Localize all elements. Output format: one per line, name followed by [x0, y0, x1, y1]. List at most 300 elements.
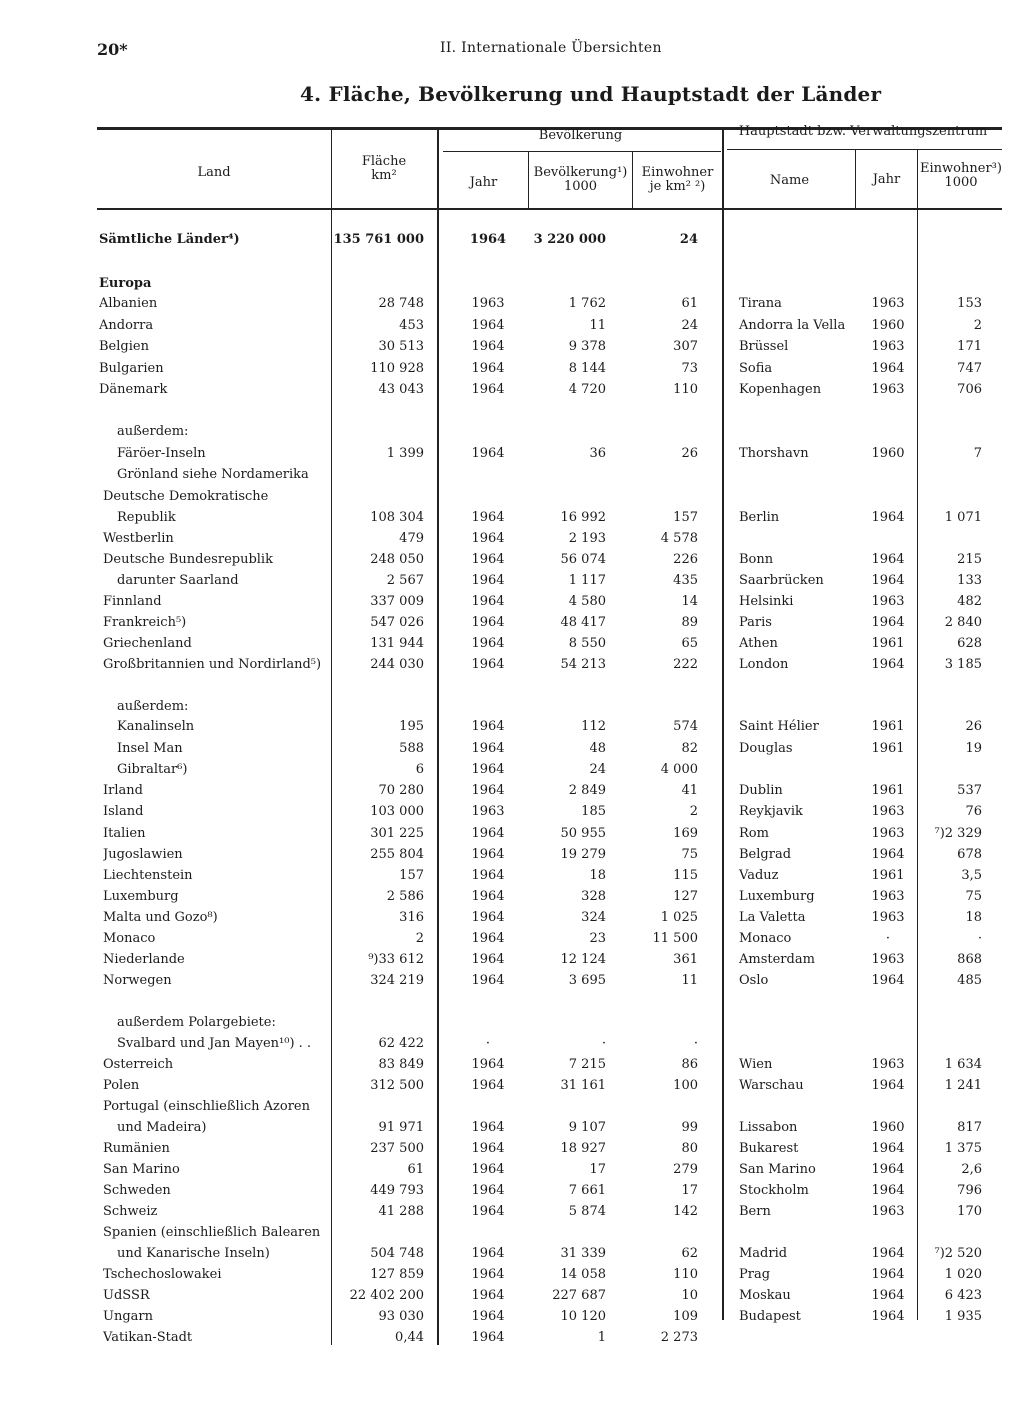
hauptstadt-jahr-cell: 1963: [871, 804, 905, 819]
bevoelkerung-cell: 16 992: [560, 510, 606, 525]
table-row: [0, 1309, 1024, 1329]
einwohner-km2-cell: 99: [681, 1120, 698, 1135]
hauptstadt-einwohner-cell: 76: [965, 804, 982, 819]
hauptstadt-einwohner-cell: 1 071: [944, 510, 982, 525]
einwohner-km2-cell: 115: [673, 868, 698, 883]
hauptstadt-jahr-cell: 1964: [871, 552, 905, 567]
flaeche-cell: 30 513: [378, 339, 424, 354]
einwohner-km2-cell: 110: [673, 382, 698, 397]
table-row: [0, 1141, 1024, 1161]
table-row: [0, 1078, 1024, 1098]
table-row: [0, 489, 1024, 509]
land-cell: [117, 1246, 329, 1261]
bevoelkerung-cell: 50 955: [560, 826, 606, 841]
jahr-cell: 1964: [471, 1120, 505, 1135]
land-cell: [99, 339, 329, 354]
land-cell: [103, 847, 329, 862]
flaeche-cell: 2 586: [386, 889, 424, 904]
hauptstadt-name-cell: Vaduz: [739, 868, 779, 883]
hauptstadt-name-cell: Bukarest: [739, 1141, 799, 1156]
hauptstadt-jahr-cell: 1964: [871, 1078, 905, 1093]
table-row: [0, 446, 1024, 466]
land-cell: [117, 741, 329, 756]
flaeche-cell: ⁹)33 612: [368, 952, 424, 967]
header-jahr: Jahr: [469, 175, 498, 190]
einwohner-km2-cell: 222: [673, 657, 698, 672]
table-row: [0, 510, 1024, 530]
land-cell: [103, 1204, 329, 1219]
table-row: [0, 636, 1024, 656]
einwohner-km2-cell: 73: [681, 361, 698, 376]
table-row: [0, 741, 1024, 761]
hauptstadt-einwohner-cell: ⁷)2 520: [934, 1246, 982, 1261]
bevoelkerung-cell: 17: [589, 1162, 606, 1177]
header-bevoelkerung-line2: 1000: [563, 179, 598, 194]
hauptstadt-jahr-cell: 1963: [871, 826, 905, 841]
table-row: [0, 531, 1024, 551]
hauptstadt-einwohner-cell: 747: [957, 361, 982, 376]
hauptstadt-jahr-cell: 1964: [871, 615, 905, 630]
land-label: Bulgarien: [99, 361, 167, 376]
table-row: [0, 232, 1024, 252]
hauptstadt-name-cell: Budapest: [739, 1309, 801, 1324]
einwohner-km2-cell: 574: [673, 719, 698, 734]
land-label: Monaco: [103, 931, 158, 946]
header-hauptstadt-einwohner: [918, 162, 1004, 190]
jahr-cell: 1964: [471, 783, 505, 798]
hauptstadt-einwohner-cell: 628: [957, 636, 982, 651]
hauptstadt-name-cell: Saint Hélier: [739, 719, 819, 734]
land-cell: [103, 931, 329, 946]
hauptstadt-einwohner-cell: 1 020: [944, 1267, 982, 1282]
einwohner-km2-cell: 4 000: [660, 762, 698, 777]
einwohner-km2-cell: 62: [681, 1246, 698, 1261]
land-cell: [103, 1141, 329, 1156]
bevoelkerung-cell: 4 580: [568, 594, 606, 609]
einwohner-km2-cell: 24: [679, 232, 698, 247]
jahr-cell: 1964: [471, 552, 505, 567]
einwohner-km2-cell: 279: [673, 1162, 698, 1177]
jahr-cell: 1964: [471, 868, 505, 883]
flaeche-cell: 110 928: [370, 361, 424, 376]
bevoelkerung-cell: 3 695: [568, 973, 606, 988]
hauptstadt-name-cell: Kopenhagen: [739, 382, 822, 397]
flaeche-cell: 157: [399, 868, 424, 883]
land-cell: [103, 826, 329, 841]
hauptstadt-name-cell: Moskau: [739, 1288, 791, 1303]
table-row: [0, 868, 1024, 888]
table-row: [0, 1057, 1024, 1077]
land-cell: [117, 762, 329, 777]
land-label: Liechtenstein: [103, 868, 196, 883]
jahr-cell: 1964: [471, 510, 505, 525]
hauptstadt-name-cell: Wien: [739, 1057, 773, 1072]
land-cell: [103, 594, 329, 609]
land-cell: [103, 1267, 329, 1282]
hauptstadt-jahr-cell: 1964: [871, 1246, 905, 1261]
land-cell: [117, 573, 329, 588]
land-label: Grönland siehe Nordamerika: [117, 467, 312, 482]
land-cell: [103, 615, 329, 630]
einwohner-km2-cell: 11 500: [652, 931, 698, 946]
einwohner-km2-cell: 361: [673, 952, 698, 967]
einwohner-km2-cell: 86: [681, 1057, 698, 1072]
jahr-cell: 1964: [471, 847, 505, 862]
hauptstadt-einwohner-cell: 1 241: [944, 1078, 982, 1093]
hauptstadt-jahr-cell: 1964: [871, 573, 905, 588]
hauptstadt-jahr-cell: ·: [885, 931, 891, 946]
einwohner-km2-cell: 26: [681, 446, 698, 461]
land-cell: [103, 804, 329, 819]
hauptstadt-einwohner-cell: 171: [957, 339, 982, 354]
land-cell: [103, 889, 329, 904]
flaeche-cell: 103 000: [370, 804, 424, 819]
table-row: [0, 318, 1024, 338]
flaeche-cell: 41 288: [378, 1204, 424, 1219]
hauptstadt-einwohner-cell: 1 935: [944, 1309, 982, 1324]
einwohner-km2-cell: 89: [681, 615, 698, 630]
hauptstadt-name-cell: Andorra la Vella: [739, 318, 846, 333]
table-row: [0, 467, 1024, 487]
jahr-cell: 1964: [471, 1309, 505, 1324]
land-label: Finnland: [103, 594, 165, 609]
hauptstadt-jahr-cell: 1964: [871, 1288, 905, 1303]
hauptstadt-einwohner-cell: 1 634: [944, 1057, 982, 1072]
bevoelkerung-cell: 19 279: [560, 847, 606, 862]
einwohner-km2-cell: 157: [673, 510, 698, 525]
hauptstadt-name-cell: Rom: [739, 826, 769, 841]
jahr-cell: 1964: [471, 889, 505, 904]
land-label: UdSSR: [103, 1288, 153, 1303]
flaeche-cell: 43 043: [378, 382, 424, 397]
hauptstadt-name-cell: Reykjavik: [739, 804, 803, 819]
land-label: Portugal (einschließlich Azoren: [103, 1099, 313, 1114]
jahr-cell: 1964: [471, 1330, 505, 1345]
einwohner-km2-cell: 61: [681, 296, 698, 311]
bevoelkerung-cell: 2 193: [568, 531, 606, 546]
table-row: [0, 889, 1024, 909]
land-label: und Madeira): [117, 1120, 209, 1135]
flaeche-cell: 70 280: [378, 783, 424, 798]
land-cell: [103, 1309, 329, 1324]
hauptstadt-name-cell: Saarbrücken: [739, 573, 824, 588]
land-cell: [99, 361, 329, 376]
jahr-cell: 1964: [471, 531, 505, 546]
hauptstadt-jahr-cell: 1964: [871, 1141, 905, 1156]
land-label: Andorra: [99, 318, 156, 333]
land-cell: [103, 636, 329, 651]
land-label: Sämtliche Länder⁴): [99, 232, 243, 247]
jahr-cell: 1964: [471, 1183, 505, 1198]
section-heading: II. Internationale Übersichten: [440, 40, 662, 56]
land-cell: [117, 510, 329, 525]
einwohner-km2-cell: 169: [673, 826, 698, 841]
flaeche-cell: 479: [399, 531, 424, 546]
page-number: 20*: [97, 40, 128, 59]
flaeche-cell: 127 859: [370, 1267, 424, 1282]
einwohner-km2-cell: 2 273: [660, 1330, 698, 1345]
jahr-cell: 1964: [471, 1288, 505, 1303]
flaeche-cell: 301 225: [370, 826, 424, 841]
bevoelkerung-cell: 48: [589, 741, 606, 756]
table-row: [0, 952, 1024, 972]
land-label: Svalbard und Jan Mayen¹⁰) . .: [117, 1036, 314, 1051]
bevoelkerung-cell: 1: [597, 1330, 606, 1345]
hauptstadt-name-cell: San Marino: [739, 1162, 816, 1177]
land-label: Deutsche Demokratische: [103, 489, 271, 504]
einwohner-km2-cell: 226: [673, 552, 698, 567]
hauptstadt-jahr-cell: 1964: [871, 657, 905, 672]
land-label: Großbritannien und Nordirland⁵): [103, 657, 324, 672]
land-cell: [103, 910, 329, 925]
land-label: Tschechoslowakei: [103, 1267, 225, 1282]
bevoelkerung-cell: 36: [589, 446, 606, 461]
land-label: Polen: [103, 1078, 142, 1093]
table-row: [0, 1099, 1024, 1119]
table-row: [0, 296, 1024, 316]
table-row: [0, 1225, 1024, 1245]
land-cell: [117, 424, 329, 439]
table-row: [0, 847, 1024, 867]
header-hauptstadt-jahr: Jahr: [872, 172, 901, 187]
jahr-cell: 1964: [471, 657, 505, 672]
einwohner-km2-cell: 2: [689, 804, 698, 819]
flaeche-cell: 83 849: [378, 1057, 424, 1072]
flaeche-cell: 504 748: [370, 1246, 424, 1261]
bevoelkerung-cell: 324: [581, 910, 606, 925]
land-cell: [103, 952, 329, 967]
table-row: [0, 973, 1024, 993]
hauptstadt-jahr-cell: 1963: [871, 382, 905, 397]
land-cell: [103, 1183, 329, 1198]
land-label: außerdem:: [117, 699, 191, 714]
bevoelkerung-cell: 1 762: [568, 296, 606, 311]
land-label: Malta und Gozo⁸): [103, 910, 221, 925]
table-row: [0, 826, 1024, 846]
flaeche-cell: 62 422: [378, 1036, 424, 1051]
hauptstadt-name-cell: Oslo: [739, 973, 769, 988]
land-cell: [99, 296, 329, 311]
bevoelkerung-cell: 11: [589, 318, 606, 333]
jahr-cell: 1964: [471, 361, 505, 376]
hauptstadt-name-cell: Prag: [739, 1267, 771, 1282]
bevoelkerung-cell: 112: [581, 719, 606, 734]
einwohner-km2-cell: 17: [681, 1183, 698, 1198]
land-cell: [117, 699, 329, 714]
table-row: [0, 615, 1024, 635]
einwohner-km2-cell: 307: [673, 339, 698, 354]
hauptstadt-einwohner-cell: 170: [957, 1204, 982, 1219]
land-cell: [103, 868, 329, 883]
hauptstadt-jahr-cell: 1964: [871, 510, 905, 525]
table-row: [0, 657, 1024, 677]
bevoelkerung-cell: 7 215: [568, 1057, 606, 1072]
table-row: [0, 804, 1024, 824]
hauptstadt-name-cell: Dublin: [739, 783, 783, 798]
hauptstadt-name-cell: Bern: [739, 1204, 771, 1219]
hauptstadt-einwohner-cell: 868: [957, 952, 982, 967]
bevoelkerung-cell: 185: [581, 804, 606, 819]
bevoelkerung-cell: 23: [589, 931, 606, 946]
bevoelkerung-group-rule: [443, 151, 721, 152]
hauptstadt-jahr-cell: 1963: [871, 1204, 905, 1219]
land-cell: [103, 1162, 329, 1177]
header-einwohner-km2: [633, 166, 722, 194]
land-label: Jugoslawien: [103, 847, 186, 862]
jahr-cell: 1964: [471, 382, 505, 397]
flaeche-cell: 255 804: [370, 847, 424, 862]
land-label: Spanien (einschließlich Balearen: [103, 1225, 323, 1240]
jahr-cell: 1964: [471, 446, 505, 461]
land-label: Österreich: [103, 1057, 176, 1072]
einwohner-km2-cell: 10: [681, 1288, 698, 1303]
table-row: [0, 1267, 1024, 1287]
land-label: Ungarn: [103, 1309, 156, 1324]
land-cell: [117, 446, 329, 461]
hauptstadt-name-cell: Bonn: [739, 552, 774, 567]
bevoelkerung-cell: 5 874: [568, 1204, 606, 1219]
hauptstadt-name-cell: Helsinki: [739, 594, 794, 609]
land-label: Albanien: [99, 296, 160, 311]
hauptstadt-einwohner-cell: 2,6: [961, 1162, 982, 1177]
header-flaeche-line1: Fläche: [361, 154, 407, 169]
jahr-cell: 1964: [471, 719, 505, 734]
table-row: [0, 1162, 1024, 1182]
hauptstadt-einwohner-cell: 485: [957, 973, 982, 988]
table-row: [0, 1015, 1024, 1035]
bevoelkerung-cell: 7 661: [568, 1183, 606, 1198]
land-label: außerdem Polargebiete:: [117, 1015, 279, 1030]
bevoelkerung-cell: 10 120: [560, 1309, 606, 1324]
jahr-cell: 1964: [471, 973, 505, 988]
bevoelkerung-cell: 18: [589, 868, 606, 883]
land-label: Griechenland: [103, 636, 195, 651]
hauptstadt-name-cell: Luxemburg: [739, 889, 815, 904]
land-cell: [103, 1057, 329, 1072]
hauptstadt-name-cell: Athen: [739, 636, 778, 651]
hauptstadt-name-cell: Warschau: [739, 1078, 804, 1093]
einwohner-km2-cell: 82: [681, 741, 698, 756]
flaeche-cell: 108 304: [370, 510, 424, 525]
table-row: [0, 931, 1024, 951]
land-label: Frankreich⁵): [103, 615, 189, 630]
land-label: Luxemburg: [103, 889, 182, 904]
hauptstadt-einwohner-cell: 19: [965, 741, 982, 756]
hauptstadt-einwohner-cell: 796: [957, 1183, 982, 1198]
einwohner-km2-cell: 110: [673, 1267, 698, 1282]
hauptstadt-group-rule: [727, 149, 1002, 150]
table-row: [0, 594, 1024, 614]
flaeche-cell: 6: [415, 762, 424, 777]
einwohner-km2-cell: 65: [681, 636, 698, 651]
hauptstadt-jahr-cell: 1963: [871, 594, 905, 609]
hauptstadt-jahr-cell: 1964: [871, 361, 905, 376]
einwohner-km2-cell: 11: [681, 973, 698, 988]
bevoelkerung-cell: 9 107: [568, 1120, 606, 1135]
jahr-cell: 1964: [471, 762, 505, 777]
flaeche-cell: 135 761 000: [333, 232, 424, 247]
land-cell: [99, 276, 329, 291]
land-label: San Marino: [103, 1162, 183, 1177]
hauptstadt-name-cell: Madrid: [739, 1246, 788, 1261]
table-row: [0, 910, 1024, 930]
land-label: Republik: [117, 510, 179, 525]
jahr-cell: 1964: [471, 615, 505, 630]
header-land: Land: [197, 165, 231, 180]
hauptstadt-einwohner-cell: ⁷)2 329: [934, 826, 982, 841]
flaeche-cell: 312 500: [370, 1078, 424, 1093]
hauptstadt-jahr-cell: 1964: [871, 973, 905, 988]
flaeche-cell: 93 030: [378, 1309, 424, 1324]
bevoelkerung-cell: 14 058: [560, 1267, 606, 1282]
bevoelkerung-cell: 8 144: [568, 361, 606, 376]
land-label: Belgien: [99, 339, 152, 354]
hauptstadt-jahr-cell: 1963: [871, 910, 905, 925]
flaeche-cell: 588: [399, 741, 424, 756]
header-bevoelkerung-group: Bevölkerung: [538, 128, 623, 143]
land-label: Schweiz: [103, 1204, 160, 1219]
table-row: [0, 361, 1024, 381]
table-row: [0, 1036, 1024, 1056]
jahr-cell: 1964: [471, 318, 505, 333]
land-label: Vatikan-Stadt: [103, 1330, 195, 1345]
land-label: Kanalinseln: [117, 719, 197, 734]
hauptstadt-jahr-cell: 1964: [871, 1162, 905, 1177]
table-row: [0, 382, 1024, 402]
land-label: Insel Man: [117, 741, 186, 756]
hauptstadt-einwohner-cell: 537: [957, 783, 982, 798]
bevoelkerung-cell: 24: [589, 762, 606, 777]
bevoelkerung-cell: ·: [601, 1036, 606, 1051]
einwohner-km2-cell: 100: [673, 1078, 698, 1093]
bevoelkerung-cell: 9 378: [568, 339, 606, 354]
land-cell: [103, 657, 329, 672]
land-cell: [103, 1330, 329, 1345]
bevoelkerung-cell: 31 339: [560, 1246, 606, 1261]
hauptstadt-name-cell: Monaco: [739, 931, 792, 946]
flaeche-cell: 449 793: [370, 1183, 424, 1198]
land-label: Westberlin: [103, 531, 177, 546]
land-cell: [103, 973, 329, 988]
flaeche-cell: 2: [415, 931, 424, 946]
land-label: Island: [103, 804, 146, 819]
hauptstadt-einwohner-cell: 3 185: [944, 657, 982, 672]
land-cell: [117, 1015, 329, 1030]
table-row: [0, 276, 1024, 296]
bevoelkerung-cell: 31 161: [560, 1078, 606, 1093]
einwohner-km2-cell: 127: [673, 889, 698, 904]
hauptstadt-einwohner-cell: 7: [973, 446, 982, 461]
hauptstadt-jahr-cell: 1963: [871, 889, 905, 904]
hauptstadt-einwohner-cell: 153: [957, 296, 982, 311]
flaeche-cell: 248 050: [370, 552, 424, 567]
bevoelkerung-cell: 1 117: [568, 573, 606, 588]
land-label: Europa: [99, 276, 154, 291]
jahr-cell: 1964: [471, 1162, 505, 1177]
hauptstadt-name-cell: Brüssel: [739, 339, 789, 354]
hauptstadt-jahr-cell: 1964: [871, 1309, 905, 1324]
land-label: Italien: [103, 826, 149, 841]
jahr-cell: 1964: [471, 1246, 505, 1261]
hauptstadt-jahr-cell: 1961: [871, 636, 905, 651]
einwohner-km2-cell: ·: [693, 1036, 698, 1051]
bevoelkerung-cell: 12 124: [560, 952, 606, 967]
jahr-cell: 1964: [471, 741, 505, 756]
jahr-cell: 1964: [471, 952, 505, 967]
flaeche-cell: 22 402 200: [349, 1288, 424, 1303]
header-flaeche: [332, 155, 436, 183]
land-cell: [117, 719, 329, 734]
